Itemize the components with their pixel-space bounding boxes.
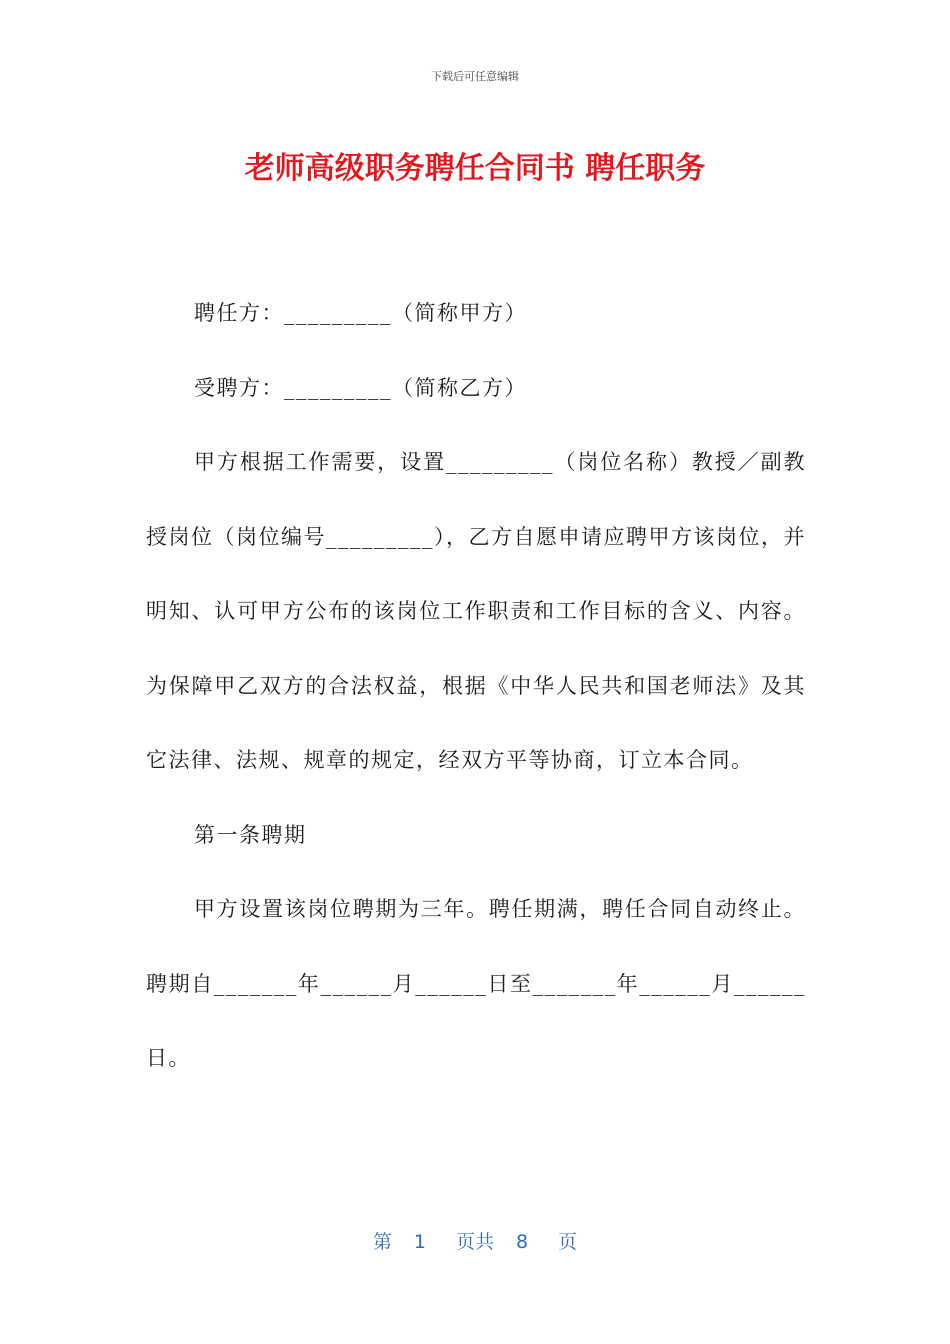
paragraph-article-one-body: 甲方设置该岗位聘期为三年。聘任期满，聘任合同自动终止。聘期自_______年______月______日至_______年______月______日。: [146, 897, 806, 1070]
document-title: 老师高级职务聘任合同书 聘任职务: [244, 151, 706, 186]
paragraph-article-one-heading: 第一条聘期: [194, 822, 307, 847]
footer-suffix: 页: [558, 1231, 578, 1253]
paragraph-preamble: 甲方根据工作需要，设置_________（岗位名称）教授／副教授岗位（岗位编号_________），乙方自愿申请应聘甲方该岗位，并明知、认可甲方公布的该岗位工作职责和工作目标的含义、内容。为保障甲乙双方的合法权益，根据《中华人民共和国老师法》及其它法律、法规、规章的规定，经双方平等协商，订立本合同。: [146, 450, 806, 772]
footer-page-number: 1: [413, 1231, 426, 1253]
footer-mid: 页共: [455, 1231, 494, 1253]
header-note: 下载后可任意编辑: [431, 70, 519, 83]
document-body: [146, 276, 806, 1096]
footer-prefix: 第: [372, 1231, 392, 1253]
paragraph-employee: 受聘方：_________（简称乙方）: [194, 375, 527, 400]
paragraph-employer: 聘任方：_________（简称甲方）: [194, 301, 527, 325]
page-footer: [0, 1227, 950, 1254]
footer-total-pages: 8: [516, 1231, 529, 1253]
